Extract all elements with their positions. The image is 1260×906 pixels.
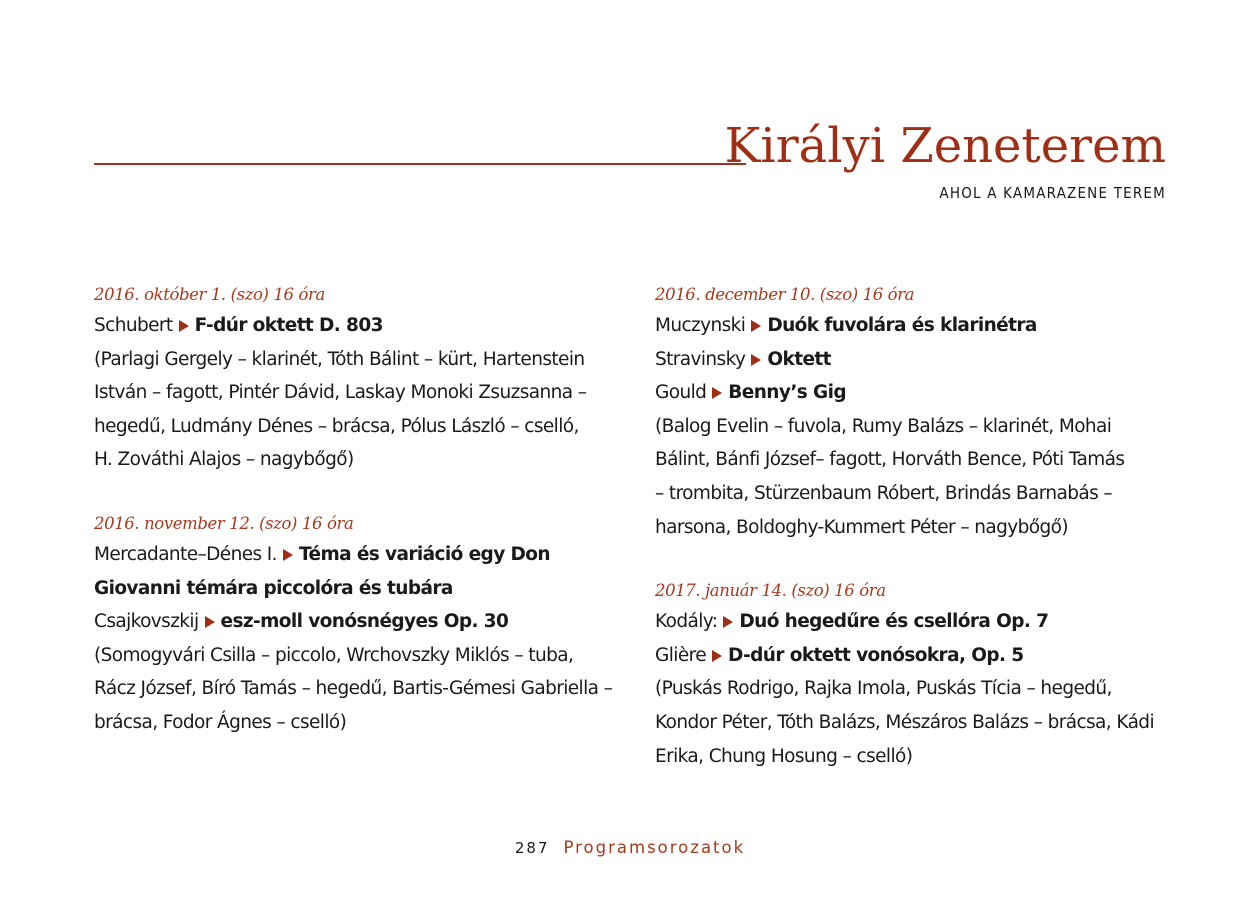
- event-date: 2016. november 12. (szo) 16 óra: [94, 513, 354, 533]
- right-column: [655, 281, 1175, 806]
- work-title: Duók fuvolára és klarinétra: [767, 315, 1037, 336]
- performers-line: H. Zováthi Alajos – nagybőgő): [94, 449, 354, 471]
- performers-line: brácsa, Fodor Ágnes – cselló): [94, 711, 347, 733]
- event-date: 2016. október 1. (szo) 16 óra: [94, 285, 325, 304]
- play-arrow-icon: [712, 650, 722, 662]
- concert-event: [655, 577, 1175, 773]
- performers-line: (Balog Evelin – fuvola, Rumy Balázs – klarinét, Mohai: [655, 415, 1112, 437]
- performers-line: Rácz József, Bíró Tamás – hegedű, Bartis-Gémesi Gabriella –: [94, 678, 613, 700]
- left-column: [94, 281, 624, 773]
- concert-event: [94, 281, 624, 477]
- performers-line: (Somogyvári Csilla – piccolo, Wrchovszky Miklós – tuba,: [94, 644, 574, 666]
- work-title: Benny’s Gig: [728, 382, 846, 404]
- concert-event: [655, 281, 1175, 544]
- work-title: Oktett: [767, 348, 831, 370]
- composer: Schubert: [94, 315, 173, 336]
- work-title: Téma és variáció egy Don: [298, 543, 550, 565]
- play-arrow-icon: [205, 616, 215, 628]
- performers-line: Kondor Péter, Tóth Balázs, Mészáros Balázs – brácsa, Kádi: [655, 711, 1154, 733]
- play-arrow-icon: [283, 549, 293, 561]
- performers-line: István – fagott, Pintér Dávid, Laskay Monoki Zsuzsanna –: [94, 382, 587, 404]
- composer: Csajkovszkij: [94, 611, 199, 633]
- composer: Gould: [655, 382, 707, 404]
- program-item: [655, 639, 1175, 673]
- page-title: Királyi Zeneterem: [724, 118, 1166, 174]
- program-item: [655, 309, 1175, 343]
- performers-line: – trombita, Stürzenbaum Róbert, Brindás Barnabás –: [655, 482, 1113, 504]
- event-date: 2017. január 14. (szo) 16 óra: [655, 581, 886, 601]
- program-item: [655, 605, 1175, 639]
- performers-line: Erika, Chung Hosung – cselló): [655, 745, 913, 767]
- composer: Kodály:: [655, 611, 718, 633]
- work-title: D-dúr oktett vonósokra, Op. 5: [727, 644, 1024, 666]
- program-item: [94, 538, 624, 572]
- work-title: esz-moll vonósnégyes Op. 30: [220, 611, 509, 633]
- performers-line: harsona, Boldoghy-Kummert Péter – nagybőgő): [655, 516, 1068, 538]
- play-arrow-icon: [723, 616, 733, 628]
- composer: Muczynski: [655, 315, 746, 336]
- performers-line: (Parlagi Gergely – klarinét, Tóth Bálint – kürt, Hartenstein: [94, 348, 585, 370]
- header-rule: [94, 163, 746, 165]
- performers-line: Bálint, Bánfi József– fagott, Horváth Bence, Póti Tamás: [655, 449, 1125, 471]
- page-subtitle: AHOL A KAMARAZENE TEREM: [939, 184, 1166, 202]
- composer: Glière: [655, 644, 706, 666]
- program-item: [655, 376, 1175, 410]
- program-item: [94, 605, 624, 639]
- page-footer: [0, 838, 1260, 857]
- page-number: 287: [514, 839, 550, 857]
- play-arrow-icon: [179, 320, 189, 332]
- play-arrow-icon: [751, 320, 761, 332]
- section-name: Programsorozatok: [563, 838, 746, 857]
- composer: Mercadante–Dénes I.: [94, 543, 277, 565]
- performers-line: hegedű, Ludmány Dénes – brácsa, Pólus László – cselló,: [94, 415, 579, 437]
- work-title: Duó hegedűre és csellóra Op. 7: [739, 611, 1049, 633]
- play-arrow-icon: [712, 387, 722, 399]
- program-item: [655, 343, 1175, 377]
- performers-line: (Puskás Rodrigo, Rajka Imola, Puskás Tícia – hegedű,: [655, 678, 1112, 700]
- event-date: 2016. december 10. (szo) 16 óra: [655, 285, 915, 304]
- program-item: [94, 309, 624, 343]
- concert-event: [94, 510, 624, 740]
- play-arrow-icon: [751, 354, 761, 366]
- work-title-continued: Giovanni témára piccolóra és tubára: [94, 577, 453, 599]
- work-title: F-dúr oktett D. 803: [194, 315, 383, 336]
- composer: Stravinsky: [655, 348, 746, 370]
